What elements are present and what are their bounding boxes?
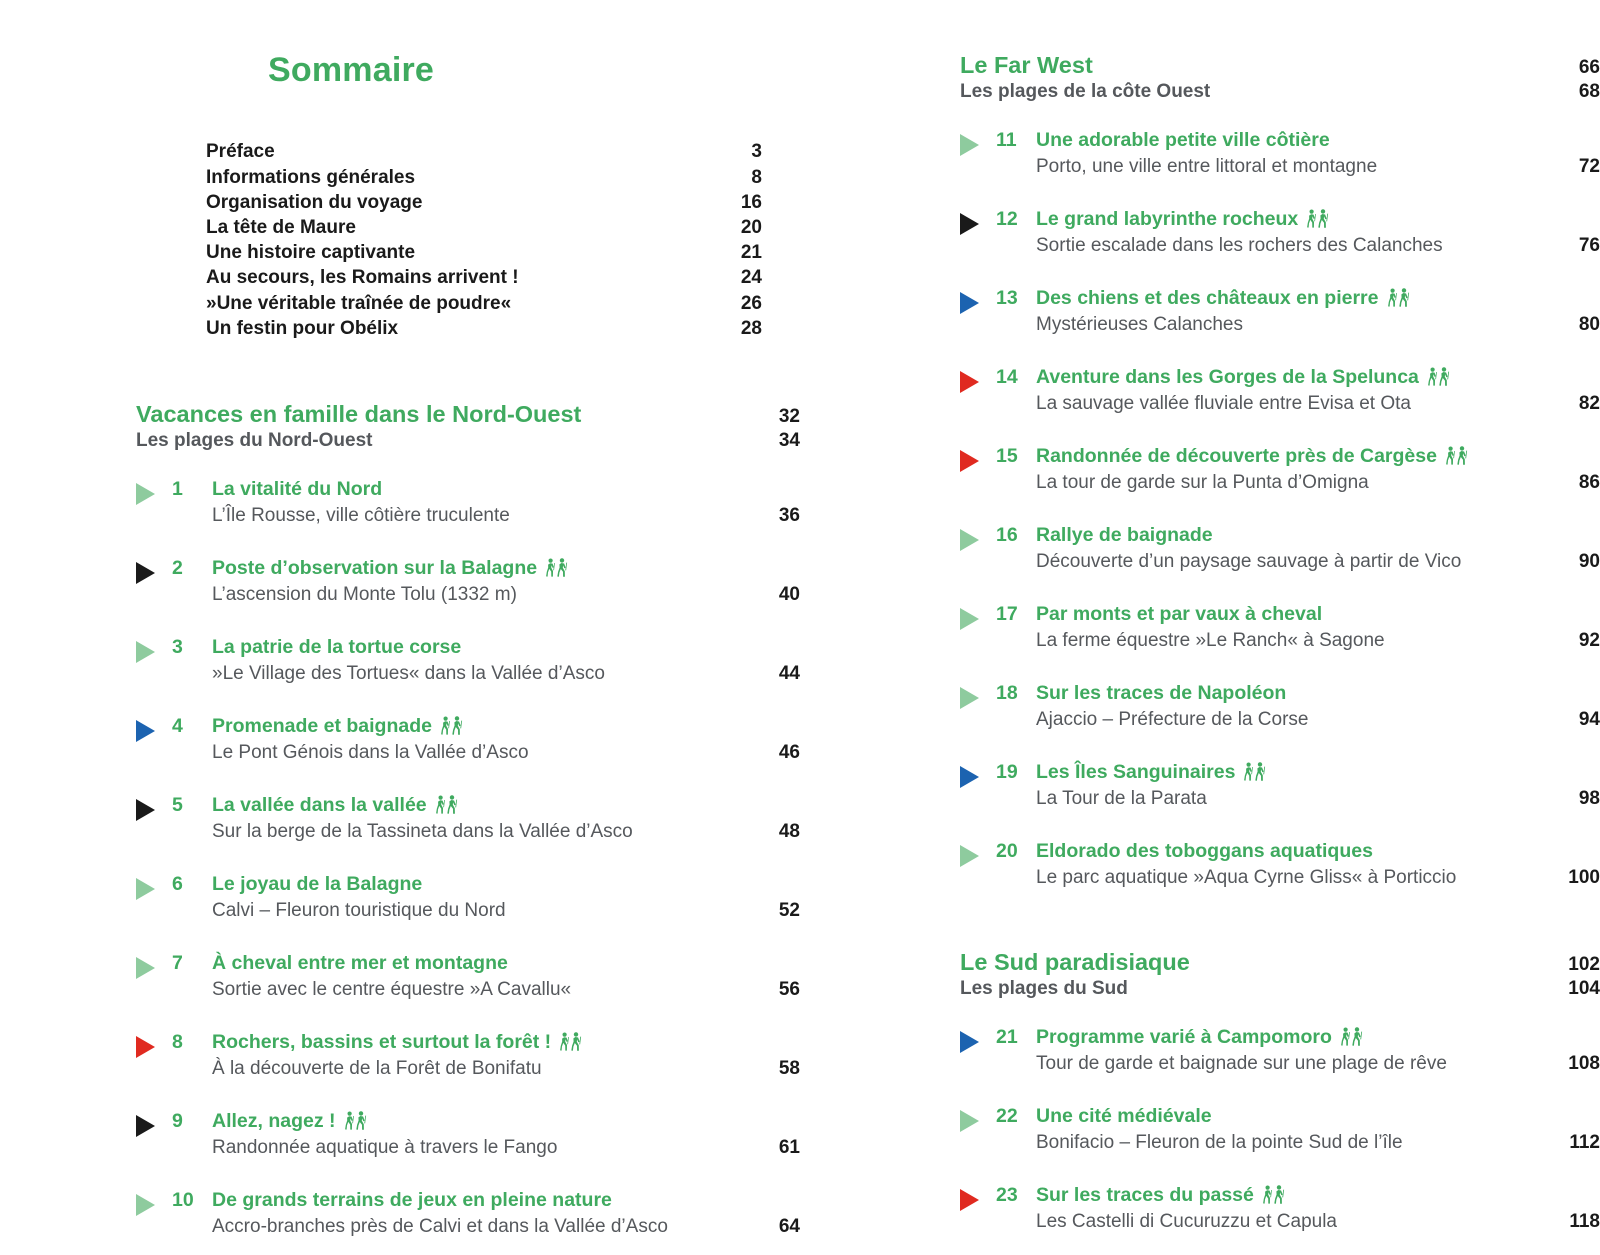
tour-page: 44	[778, 663, 800, 685]
tour-subtitle: Sortie avec le centre équestre »A Cavallu«	[212, 979, 572, 1001]
tour-page: 108	[1568, 1053, 1600, 1074]
tour-page: 72	[1578, 156, 1600, 177]
front-matter-label: La tête de Maure	[206, 217, 356, 238]
tour-subtitle: Accro-branches près de Calvi et dans la Vallée d’Asco	[212, 1216, 668, 1238]
tour-entry[interactable]	[136, 1187, 800, 1240]
chapter-subheading	[960, 81, 1600, 103]
tour-body	[1036, 601, 1600, 654]
tour-title-row	[1036, 1024, 1600, 1050]
front-matter-page: 21	[740, 242, 762, 264]
tour-page: 58	[778, 1058, 800, 1080]
hikers-icon	[1244, 762, 1270, 782]
tour-number: 11	[996, 129, 1017, 151]
tour-page: 48	[778, 821, 800, 843]
sud-entry-list	[960, 1024, 1600, 1235]
left-entry-list	[136, 476, 800, 1240]
tour-number: 12	[996, 208, 1018, 230]
tour-entry[interactable]	[960, 759, 1600, 812]
tour-number: 4	[172, 715, 183, 738]
tour-entry[interactable]	[136, 871, 800, 924]
tour-title: Allez, nagez !	[212, 1110, 336, 1133]
front-matter-label: Une histoire captivante	[206, 242, 416, 264]
tour-subtitle-row	[212, 1056, 800, 1082]
tour-subtitle: Porto, une ville entre littoral et montagne	[1036, 156, 1378, 177]
tour-body	[212, 950, 800, 1003]
tour-page: 40	[778, 584, 800, 606]
tour-body	[1036, 443, 1600, 496]
tour-subtitle-row	[1036, 1130, 1600, 1156]
front-matter-label: Un festin pour Obélix	[206, 317, 399, 339]
tour-body	[1036, 1182, 1600, 1235]
front-matter-page: 3	[751, 141, 762, 163]
tour-subtitle: La sauvage vallée fluviale entre Evisa et Ota	[1036, 393, 1411, 414]
chapter-title: Le Far West	[960, 52, 1093, 78]
marker-triangle-lightgreen	[136, 950, 172, 1003]
tour-subtitle-row	[1036, 628, 1600, 654]
tour-subtitle-row	[1036, 1051, 1600, 1077]
tour-entry[interactable]	[960, 1103, 1600, 1156]
tour-title-row	[1036, 285, 1600, 311]
tour-entry[interactable]	[136, 713, 800, 766]
tour-title: Une cité médiévale	[1036, 1105, 1212, 1127]
tour-page: 94	[1578, 709, 1600, 730]
chapter-far-west	[960, 52, 1600, 103]
tour-title-row	[212, 1108, 800, 1134]
tour-subtitle-row	[1036, 1209, 1600, 1235]
right-column	[800, 0, 1600, 1255]
tour-body	[212, 1029, 800, 1082]
tour-title: La patrie de la tortue corse	[212, 636, 462, 659]
hikers-icon	[560, 1032, 586, 1052]
tour-body	[1036, 127, 1600, 180]
tour-subtitle-row	[212, 661, 800, 687]
tour-entry[interactable]	[960, 601, 1600, 654]
chapter-subtitle-page: 68	[1578, 81, 1600, 102]
tour-subtitle-row	[1036, 865, 1600, 891]
tour-entry[interactable]	[136, 1108, 800, 1161]
chapter-subheading	[960, 978, 1600, 1000]
marker-triangle-red	[136, 1029, 172, 1082]
tour-subtitle-row	[212, 1135, 800, 1161]
tour-page: 56	[778, 979, 800, 1001]
tour-page: 92	[1578, 630, 1600, 651]
tour-title: La vitalité du Nord	[212, 478, 383, 501]
marker-triangle-red	[960, 364, 996, 417]
tour-number: 19	[996, 761, 1018, 783]
tour-body	[212, 713, 800, 766]
tour-number: 21	[996, 1026, 1018, 1048]
tour-entry[interactable]	[960, 522, 1600, 575]
tour-subtitle-row	[212, 740, 800, 766]
tour-page: 90	[1578, 551, 1600, 572]
tour-title: Des chiens et des châteaux en pierre	[1036, 287, 1379, 309]
tour-title-row	[212, 950, 800, 976]
tour-subtitle: Les Castelli di Cucuruzzu et Capula	[1036, 1211, 1337, 1232]
marker-triangle-lightgreen	[136, 1187, 172, 1240]
chapter-subtitle-page: 104	[1568, 978, 1600, 999]
tour-subtitle-row	[212, 977, 800, 1003]
tour-subtitle: Tour de garde et baignade sur une plage de rêve	[1036, 1053, 1447, 1074]
tour-title: De grands terrains de jeux en pleine nature	[212, 1189, 612, 1212]
tour-body	[1036, 522, 1600, 575]
tour-subtitle: Mystérieuses Calanches	[1036, 314, 1243, 335]
tour-title: Eldorado des toboggans aquatiques	[1036, 840, 1373, 862]
tour-title-row	[1036, 443, 1600, 469]
tour-page: 36	[778, 505, 800, 527]
front-matter-page: 20	[740, 217, 762, 238]
tour-title-row	[1036, 838, 1600, 864]
tour-number: 8	[172, 1031, 183, 1054]
marker-triangle-black	[136, 555, 172, 608]
tour-title-row	[212, 792, 800, 818]
tour-subtitle: La Tour de la Parata	[1036, 788, 1207, 809]
tour-body	[1036, 1103, 1600, 1156]
tour-subtitle-row	[1036, 707, 1600, 733]
tour-body	[212, 1108, 800, 1161]
tour-subtitle: La ferme équestre »Le Ranch« à Sagone	[1036, 630, 1385, 651]
tour-subtitle: »Le Village des Tortues« dans la Vallée d’Asco	[212, 663, 605, 685]
tour-page: 100	[1568, 867, 1600, 888]
front-matter-label: Préface	[206, 141, 275, 163]
tour-entry[interactable]	[960, 1024, 1600, 1077]
marker-triangle-lightgreen	[136, 634, 172, 687]
front-matter-page: 28	[740, 317, 762, 339]
tour-page: 52	[778, 900, 800, 922]
tour-subtitle-row	[1036, 549, 1600, 575]
hikers-icon	[436, 795, 462, 815]
tour-number: 15	[996, 445, 1018, 467]
marker-triangle-black	[136, 1108, 172, 1161]
tour-subtitle-row	[212, 582, 800, 608]
tour-title-row	[212, 1187, 800, 1213]
hikers-icon	[345, 1111, 371, 1131]
tour-page: 76	[1578, 235, 1600, 256]
tour-entry[interactable]	[960, 838, 1600, 891]
tour-number: 5	[172, 794, 183, 817]
tour-body	[1036, 680, 1600, 733]
tour-title: Une adorable petite ville côtière	[1036, 129, 1330, 151]
tour-title: La vallée dans la vallée	[212, 794, 427, 817]
tour-entry[interactable]	[136, 634, 800, 687]
tour-title-row	[1036, 127, 1600, 153]
tour-page: 98	[1578, 788, 1600, 809]
marker-triangle-blue	[960, 759, 996, 812]
tour-title: Le grand labyrinthe rocheux	[1036, 208, 1299, 230]
tour-number: 3	[172, 636, 183, 659]
tour-entry[interactable]	[960, 364, 1600, 417]
tour-title: Rallye de baignade	[1036, 524, 1213, 546]
tour-body	[212, 792, 800, 845]
tour-subtitle: Calvi – Fleuron touristique du Nord	[212, 900, 506, 922]
tour-subtitle: Sur la berge de la Tassineta dans la Vallée d’Asco	[212, 821, 633, 843]
page-title: Sommaire	[268, 51, 435, 89]
tour-number: 14	[996, 366, 1018, 388]
chapter-sud	[960, 949, 1600, 1000]
chapter-title: Vacances en famille dans le Nord-Ouest	[136, 401, 582, 428]
front-matter-label: »Une véritable traînée de poudre«	[206, 292, 512, 314]
front-matter-row[interactable]	[206, 215, 762, 240]
tour-title: Aventure dans les Gorges de la Spelunca	[1036, 366, 1419, 388]
front-matter-row[interactable]	[206, 190, 762, 215]
front-matter-label: Informations générales	[206, 166, 416, 188]
tour-title: Sur les traces de Napoléon	[1036, 682, 1287, 704]
tour-title: Promenade et baignade	[212, 715, 432, 738]
tour-page: 61	[778, 1137, 800, 1159]
marker-triangle-lightgreen	[960, 838, 996, 891]
hikers-icon	[1307, 209, 1333, 229]
tour-subtitle: La tour de garde sur la Punta d’Omigna	[1036, 472, 1369, 493]
tour-body	[212, 476, 800, 529]
tour-entry[interactable]	[960, 127, 1600, 180]
tour-subtitle-row	[1036, 233, 1600, 259]
tour-number: 20	[996, 840, 1018, 862]
tour-entry[interactable]	[136, 476, 800, 529]
tour-title-row	[212, 634, 800, 660]
tour-title-row	[1036, 364, 1600, 390]
tour-title-row	[1036, 1182, 1600, 1208]
tour-number: 2	[172, 557, 183, 580]
chapter-heading	[960, 949, 1600, 976]
tour-page: 118	[1569, 1211, 1600, 1232]
tour-number: 1	[172, 478, 183, 501]
tour-subtitle-row	[212, 819, 800, 845]
chapter-subtitle: Les plages de la côte Ouest	[960, 81, 1211, 102]
tour-body	[212, 1187, 800, 1240]
front-matter-label: Organisation du voyage	[206, 191, 423, 213]
tour-title: À cheval entre mer et montagne	[212, 952, 508, 975]
front-matter-list	[206, 139, 762, 341]
chapter-heading	[136, 401, 800, 428]
hikers-icon	[441, 716, 467, 736]
tour-page: 82	[1578, 393, 1600, 414]
chapter-subtitle: Les plages du Sud	[960, 978, 1128, 999]
tour-body	[212, 634, 800, 687]
tour-subtitle: Ajaccio – Préfecture de la Corse	[1036, 709, 1309, 730]
tour-subtitle: L’Île Rousse, ville côtière truculente	[212, 505, 510, 527]
tour-body	[212, 555, 800, 608]
chapter-subheading	[136, 430, 800, 452]
tour-subtitle: Le parc aquatique »Aqua Cyrne Gliss« à Porticcio	[1036, 867, 1457, 888]
marker-triangle-lightgreen	[136, 871, 172, 924]
tour-entry[interactable]	[136, 950, 800, 1003]
marker-triangle-blue	[136, 713, 172, 766]
tour-subtitle: Sortie escalade dans les rochers des Calanches	[1036, 235, 1443, 256]
marker-triangle-lightgreen	[136, 476, 172, 529]
tour-number: 23	[996, 1184, 1018, 1206]
tour-subtitle-row	[1036, 154, 1600, 180]
tour-title-row	[212, 713, 800, 739]
tour-entry[interactable]	[960, 285, 1600, 338]
tour-title-row	[212, 871, 800, 897]
tour-entry[interactable]	[960, 1182, 1600, 1235]
tour-title-row	[1036, 1103, 1600, 1129]
hikers-icon	[1388, 288, 1414, 308]
hikers-icon	[1428, 367, 1454, 387]
chapter-heading	[960, 52, 1600, 79]
tour-title-row	[1036, 522, 1600, 548]
tour-entry[interactable]	[960, 443, 1600, 496]
tour-page: 46	[778, 742, 800, 764]
tour-title-row	[1036, 680, 1600, 706]
tour-subtitle-row	[212, 1214, 800, 1240]
tour-subtitle: Randonnée aquatique à travers le Fango	[212, 1137, 558, 1159]
tour-title: Le joyau de la Balagne	[212, 873, 423, 896]
tour-title-row	[212, 555, 800, 581]
tour-body	[1036, 285, 1600, 338]
marker-triangle-blue	[960, 285, 996, 338]
tour-title-row	[212, 476, 800, 502]
tour-page: 64	[778, 1216, 800, 1238]
tour-body	[1036, 759, 1600, 812]
tour-title: Programme varié à Campomoro	[1036, 1026, 1332, 1048]
tour-title-row	[1036, 759, 1600, 785]
front-matter-page: 16	[740, 191, 762, 213]
tour-number: 18	[996, 682, 1018, 704]
tour-title: Par monts et par vaux à cheval	[1036, 603, 1323, 625]
tour-number: 9	[172, 1110, 183, 1133]
marker-triangle-black	[960, 206, 996, 259]
tour-body	[1036, 1024, 1600, 1077]
tour-title: Rochers, bassins et surtout la forêt !	[212, 1031, 552, 1054]
tour-number: 6	[172, 873, 183, 896]
tour-subtitle: Le Pont Génois dans la Vallée d’Asco	[212, 742, 529, 764]
hikers-icon	[546, 558, 572, 578]
tour-body	[1036, 364, 1600, 417]
chapter-nord-ouest	[136, 401, 800, 452]
tour-page: 80	[1578, 314, 1600, 335]
tour-number: 22	[996, 1105, 1018, 1127]
tour-title: Les Îles Sanguinaires	[1036, 761, 1236, 783]
tour-title-row	[1036, 206, 1600, 232]
tour-subtitle: À la découverte de la Forêt de Bonifatu	[212, 1058, 542, 1080]
front-matter-row[interactable]	[206, 265, 762, 290]
tour-subtitle-row	[1036, 786, 1600, 812]
tour-entry[interactable]	[136, 1029, 800, 1082]
tour-body	[1036, 838, 1600, 891]
chapter-title: Le Sud paradisiaque	[960, 949, 1190, 975]
chapter-subtitle: Les plages du Nord-Ouest	[136, 430, 373, 452]
tour-subtitle-row	[212, 503, 800, 529]
front-matter-label: Au secours, les Romains arrivent !	[206, 267, 519, 289]
tour-entry[interactable]	[136, 792, 800, 845]
hikers-icon	[1446, 446, 1472, 466]
chapter-page: 32	[778, 406, 800, 428]
front-matter-page: 24	[740, 267, 762, 289]
marker-triangle-red	[960, 443, 996, 496]
tour-subtitle-row	[1036, 470, 1600, 496]
tour-entry[interactable]	[960, 206, 1600, 259]
marker-triangle-lightgreen	[960, 680, 996, 733]
tour-title: Randonnée de découverte près de Cargèse	[1036, 445, 1437, 467]
marker-triangle-lightgreen	[960, 127, 996, 180]
far-west-entry-list	[960, 127, 1600, 891]
front-matter-page: 26	[740, 292, 762, 314]
hikers-icon	[1341, 1027, 1367, 1047]
tour-title-row	[212, 1029, 800, 1055]
front-matter-row[interactable]	[206, 139, 762, 164]
tour-title: Poste d’observation sur la Balagne	[212, 557, 538, 580]
tour-title-row	[1036, 601, 1600, 627]
tour-subtitle-row	[1036, 391, 1600, 417]
marker-triangle-lightgreen	[960, 1103, 996, 1156]
tour-number: 16	[996, 524, 1018, 546]
tour-page: 86	[1578, 472, 1600, 493]
tour-body	[1036, 206, 1600, 259]
marker-triangle-red	[960, 1182, 996, 1235]
chapter-page: 102	[1568, 954, 1600, 975]
tour-entry[interactable]	[960, 680, 1600, 733]
front-matter-row[interactable]	[206, 240, 762, 265]
front-matter-row[interactable]	[206, 291, 762, 316]
hikers-icon	[1263, 1185, 1289, 1205]
marker-triangle-black	[136, 792, 172, 845]
tour-subtitle: Bonifacio – Fleuron de la pointe Sud de l’île	[1036, 1132, 1403, 1153]
tour-number: 10	[172, 1189, 194, 1212]
chapter-page: 66	[1578, 57, 1600, 78]
tour-body	[212, 871, 800, 924]
front-matter-row[interactable]	[206, 165, 762, 190]
tour-page: 112	[1569, 1132, 1600, 1153]
front-matter-page: 8	[751, 166, 762, 188]
tour-number: 17	[996, 603, 1018, 625]
tour-title: Sur les traces du passé	[1036, 1184, 1254, 1206]
tour-subtitle: L’ascension du Monte Tolu (1332 m)	[212, 584, 517, 606]
tour-subtitle-row	[1036, 312, 1600, 338]
marker-triangle-lightgreen	[960, 601, 996, 654]
tour-entry[interactable]	[136, 555, 800, 608]
marker-triangle-blue	[960, 1024, 996, 1077]
marker-triangle-lightgreen	[960, 522, 996, 575]
tour-subtitle: Découverte d’un paysage sauvage à partir de Vico	[1036, 551, 1462, 572]
tour-number: 7	[172, 952, 183, 975]
tour-number: 13	[996, 287, 1018, 309]
tour-subtitle-row	[212, 898, 800, 924]
chapter-subtitle-page: 34	[778, 430, 800, 452]
front-matter-row[interactable]	[206, 316, 762, 341]
